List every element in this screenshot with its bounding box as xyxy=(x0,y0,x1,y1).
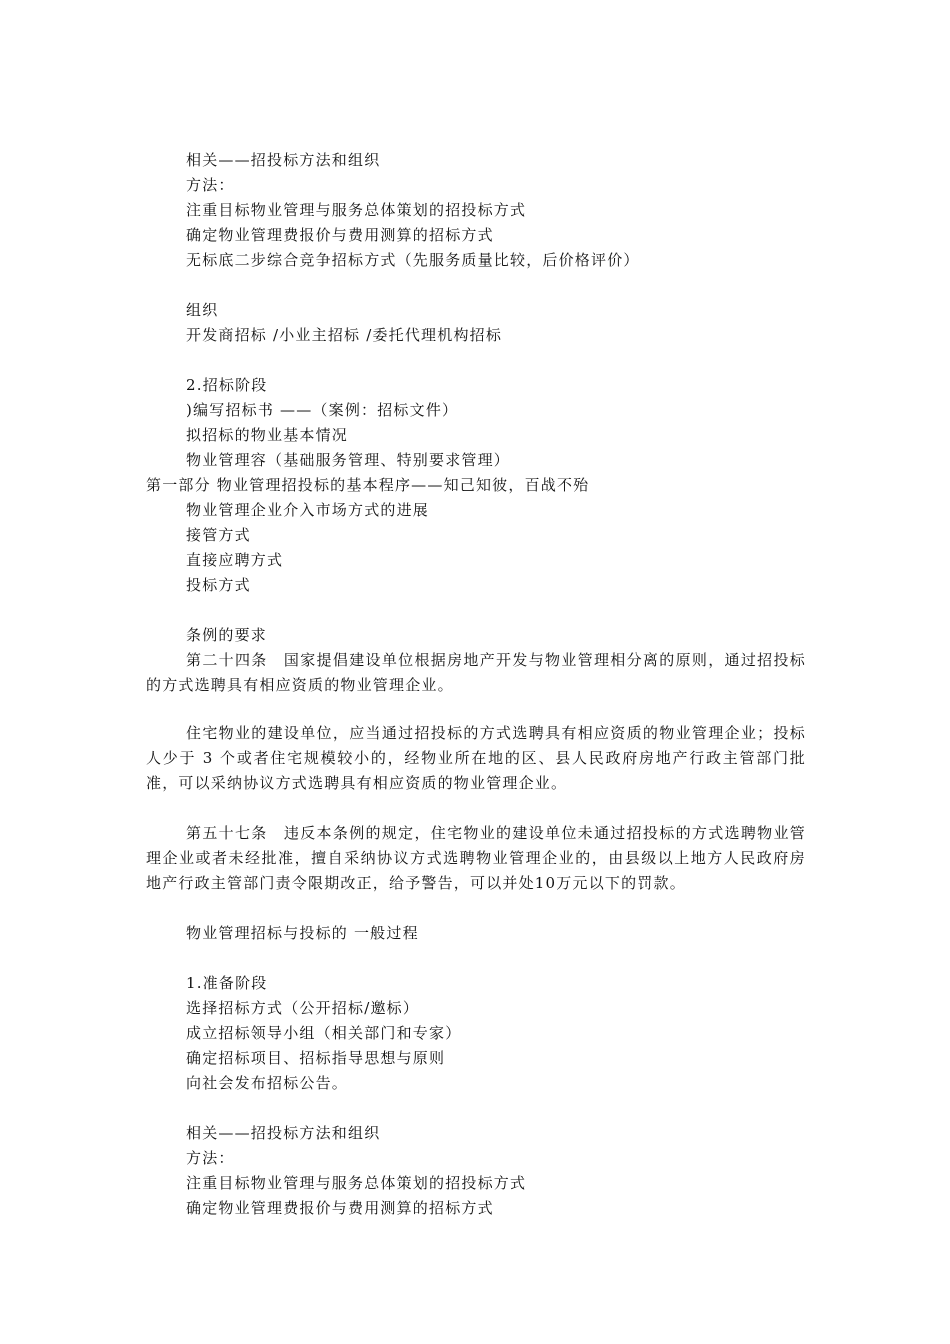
text-line: 拟招标的物业基本情况 xyxy=(186,426,349,444)
part-heading: 第一部分 物业管理招投标的基本程序——知己知彼，百战不殆 xyxy=(146,476,590,494)
text-line: 注重目标物业管理与服务总体策划的招投标方式 xyxy=(186,201,527,219)
section-heading: 条例的要求 xyxy=(186,626,268,644)
text-line: 开发商招标 /小业主招标 /委托代理机构招标 xyxy=(186,326,503,344)
section-heading: 物业管理招标与投标的 一般过程 xyxy=(186,924,419,942)
text-line: 物业管理企业介入市场方式的进展 xyxy=(186,501,430,519)
text-line: 选择招标方式（公开招标/邀标） xyxy=(186,999,420,1017)
text-line: 确定物业管理费报价与费用测算的招标方式 xyxy=(186,226,494,244)
section-heading: 组织 xyxy=(186,301,219,319)
text-line: 物业管理容（基础服务管理、特别要求管理） xyxy=(186,451,511,469)
text-line: 成立招标领导小组（相关部门和专家） xyxy=(186,1024,462,1042)
paragraph-article-57: 第五十七条 违反本条例的规定，住宅物业的建设单位未通过招投标的方式选聘物业管理企业或者未经批准，擅自采纳协议方式选聘物业管理企业的，由县级以上地方人民政府房地产行政主管部门责令限期改正，给予警告，可以并处10万元以下的罚款。 xyxy=(146,824,806,892)
text-line: 投标方式 xyxy=(186,576,251,594)
text-line: 相关——招投标方法和组织 xyxy=(186,1124,381,1142)
text-line: 方法： xyxy=(186,176,235,194)
paragraph-residential: 住宅物业的建设单位，应当通过招投标的方式选聘具有相应资质的物业管理企业；投标人少于 3 个或者住宅规模较小的，经物业所在地的区、县人民政府房地产行政主管部门批准，可以采纳协议方式选聘具有相应资质的物业管理企业。 xyxy=(146,724,806,792)
text-line: 确定招标项目、招标指导思想与原则 xyxy=(186,1049,446,1067)
section-heading: 1.准备阶段 xyxy=(186,974,268,992)
text-line: 确定物业管理费报价与费用测算的招标方式 xyxy=(186,1199,494,1217)
text-line: 方法： xyxy=(186,1149,235,1167)
paragraph-article-24: 第二十四条 国家提倡建设单位根据房地产开发与物业管理相分离的原则，通过招投标的方式选聘具有相应资质的物业管理企业。 xyxy=(146,651,806,694)
text-line: )编写招标书 ——（案例：招标文件） xyxy=(186,401,459,419)
text-line: 接管方式 xyxy=(186,526,251,544)
text-line: 向社会发布招标公告。 xyxy=(186,1074,349,1092)
text-line: 无标底二步综合竞争招标方式（先服务质量比较，后价格评价） xyxy=(186,251,640,269)
text-line: 直接应聘方式 xyxy=(186,551,284,569)
section-heading: 2.招标阶段 xyxy=(186,376,268,394)
text-line: 相关——招投标方法和组织 xyxy=(186,151,381,169)
text-line: 注重目标物业管理与服务总体策划的招投标方式 xyxy=(186,1174,527,1192)
